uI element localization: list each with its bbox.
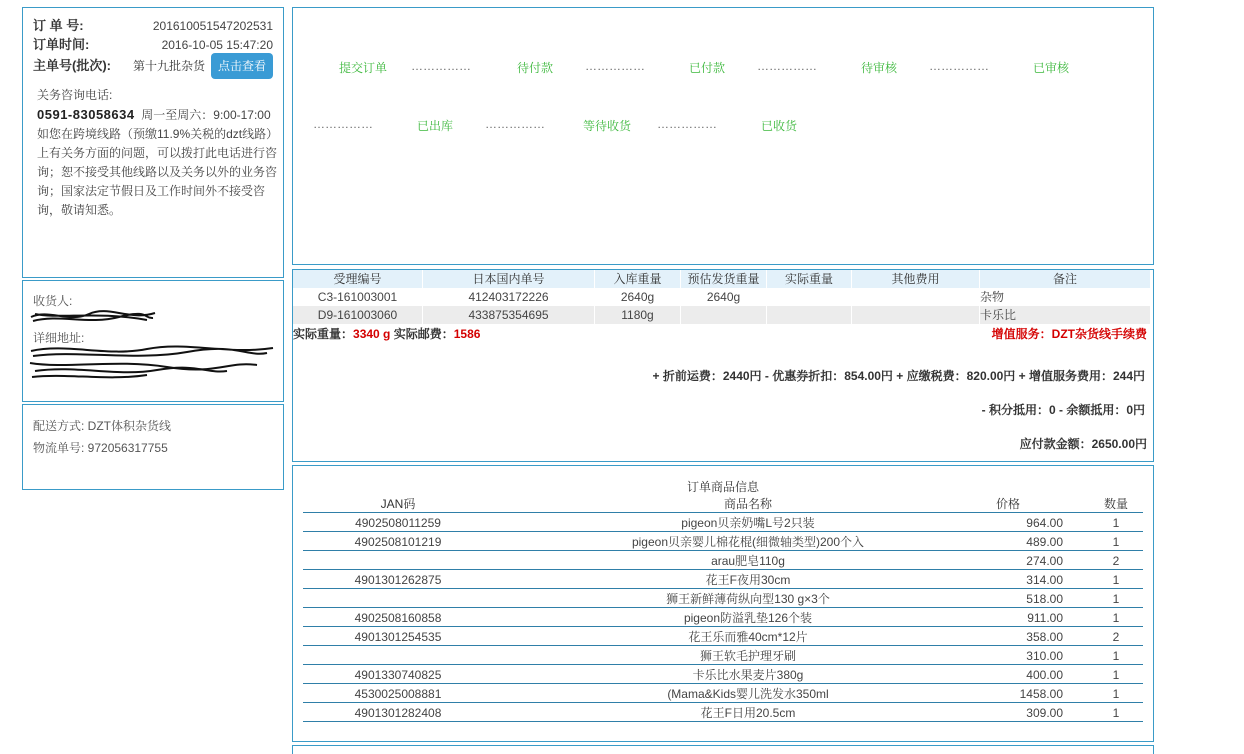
cell-jp-tracking: 412403172226 (423, 288, 595, 306)
cell-other-fees (852, 306, 980, 324)
col-qty: 数量 (1103, 497, 1128, 511)
cell-jan: 4902508011259 (355, 516, 441, 530)
cell-qty: 2 (1112, 630, 1120, 644)
status-step-pending-review: 待审核 (861, 61, 898, 75)
cell-product-name: 狮王软毛护理牙刷 (699, 649, 796, 663)
col-remark: 备注 (980, 270, 1151, 288)
bottom-panel (292, 745, 1154, 754)
col-price: 价格 (995, 497, 1020, 511)
cell-price: 911.00 (1027, 611, 1063, 625)
cell-qty: 1 (1112, 516, 1120, 530)
cell-product-name: pigeon贝亲婴儿棉花棍(细微轴类型)200个入 (631, 535, 865, 549)
receiver-name-label: 收货人: (33, 294, 73, 308)
goods-table-header (303, 494, 1143, 513)
col-other-fees: 其他费用 (852, 270, 980, 288)
cell-qty: 1 (1112, 611, 1120, 625)
cell-price: 400.00 (1026, 668, 1063, 682)
consult-title: 关务咨询电话: (37, 88, 113, 102)
status-step-pending-payment: 待付款 (517, 61, 554, 75)
cell-jan: 4902508101219 (354, 535, 442, 549)
goods-row (303, 570, 1143, 589)
package-panel (292, 269, 1154, 462)
cell-remark: 卡乐比 (980, 306, 1151, 324)
col-in-weight: 入库重量 (595, 270, 681, 288)
goods-row (303, 551, 1143, 570)
cell-product-name: 花王F日用20.5cm (700, 706, 796, 720)
cell-accept-no: D9-161003060 (293, 306, 423, 324)
cell-other-fees (852, 288, 980, 306)
col-accept-no: 受理编号 (293, 270, 423, 288)
payable-total: 应付款金额：2650.00円 (1019, 437, 1147, 451)
goods-title: 订单商品信息 (686, 480, 759, 494)
goods-panel (292, 465, 1154, 742)
cell-product-name: arau肥皂110g (711, 554, 785, 568)
actual-postage-label: 实际邮费： (393, 327, 454, 341)
shipping-panel (22, 404, 284, 490)
col-product-name: 商品名称 (723, 497, 772, 511)
cell-in-weight: 1180g (595, 306, 681, 324)
cell-product-name: pigeon防溢乳垫126个装 (683, 611, 813, 625)
status-connector: …………… (757, 59, 817, 73)
package-row (293, 306, 1151, 324)
goods-row (303, 532, 1143, 551)
cell-est-weight: 2640g (681, 288, 767, 306)
cell-jp-tracking: 433875354695 (423, 306, 595, 324)
status-connector: …………… (929, 59, 989, 73)
cell-product-name: 狮王新鲜薄荷纵向型130 g×3个 (666, 592, 830, 606)
cell-jan: 4901301254535 (354, 630, 442, 644)
cell-price: 489.00 (1026, 535, 1063, 549)
batch-row (33, 57, 273, 75)
cell-jan (303, 646, 493, 664)
cell-jan: 4530025008881 (354, 687, 442, 701)
order-number-label: 订 单 号: (33, 18, 84, 33)
package-row (293, 288, 1151, 306)
cell-price: 314.00 (1026, 573, 1063, 587)
status-connector: …………… (585, 59, 645, 73)
cell-product-name: 花王F夜用30cm (705, 573, 791, 587)
order-number-value: 201610051547202531 (152, 19, 273, 33)
deduction-line: - 积分抵用：0 - 余额抵用：0円 (981, 403, 1145, 417)
cell-in-weight: 2640g (595, 288, 681, 306)
goods-row (303, 665, 1143, 684)
consult-phone: 0591-83058634 (37, 107, 135, 122)
cell-jan: 4901301262875 (354, 573, 442, 587)
goods-row (303, 513, 1143, 532)
batch-value: 第十九批杂货 (133, 59, 206, 73)
cell-qty: 1 (1112, 592, 1120, 606)
order-number-row (33, 17, 273, 35)
cell-remark: 杂物 (980, 288, 1151, 306)
cell-product-name: pigeon贝亲奶嘴L号2只装 (681, 516, 815, 530)
cell-est-weight (681, 306, 767, 324)
order-time-value: 2016-10-05 15:47:20 (161, 38, 273, 52)
goods-row (303, 608, 1143, 627)
redacted-name-scribble (29, 305, 159, 327)
cell-price: 274.00 (1026, 554, 1063, 568)
cell-jan (303, 589, 493, 607)
status-step-awaiting-receipt: 等待收货 (583, 119, 632, 133)
cell-product-name: 卡乐比水果麦片380g (692, 668, 804, 682)
receiver-panel (22, 280, 284, 402)
status-step-received: 已收货 (761, 119, 798, 133)
cell-jan (303, 551, 493, 569)
cell-price: 964.00 (1026, 516, 1063, 530)
redacted-address-scribble (27, 341, 277, 383)
cell-actual-weight (767, 306, 852, 324)
cell-qty: 1 (1112, 668, 1120, 682)
customs-consult-block (37, 86, 277, 220)
col-jp-tracking: 日本国内单号 (423, 270, 595, 288)
cell-price: 310.00 (1026, 649, 1063, 663)
cell-jan: 4901330740825 (354, 668, 442, 682)
shipping-method: 配送方式: DZT体积杂货线 (33, 419, 171, 433)
cell-price: 518.00 (1026, 592, 1063, 606)
cell-actual-weight (767, 288, 852, 306)
order-status-panel (292, 7, 1154, 265)
cell-qty: 1 (1112, 649, 1120, 663)
cell-qty: 1 (1112, 687, 1120, 701)
actual-postage-value: 1586 (453, 327, 481, 341)
fee-formula: + 折前运费：2440円 - 优惠券折扣：854.00円 + 应缴税费：820.00円 + 增值服务费用：244円 (652, 369, 1145, 383)
actual-weight-label: 实际重量： (293, 327, 354, 341)
cell-qty: 1 (1112, 573, 1120, 587)
actual-summary (293, 325, 480, 342)
consult-hours: 周一至周六：9:00-17:00 (141, 108, 271, 122)
tracking-number: 物流单号: 972056317755 (33, 441, 168, 455)
consult-notice: 如您在跨境线路（预缴11.9%关税的dzt线路）上有关务方面的问题，可以拨打此电话进行咨询；恕不接受其他线路以及关务以外的业务咨询；国家法定节假日及工作时间外不接受咨询，敬请知悉。 (37, 127, 278, 217)
cell-product-name: (Mama&Kids婴儿洗发水350ml (667, 687, 829, 701)
cell-jan: 4902508160858 (354, 611, 442, 625)
order-time-row (33, 36, 273, 54)
status-connector: …………… (313, 117, 373, 131)
goods-row (303, 589, 1143, 608)
view-batch-button[interactable]: 点击查看 (211, 53, 273, 79)
status-connector: …………… (485, 117, 545, 131)
status-step-paid: 已付款 (689, 61, 726, 75)
order-time-label: 订单时间: (33, 37, 90, 52)
cell-qty: 2 (1112, 554, 1120, 568)
col-est-weight: 预估发货重量 (681, 270, 767, 288)
status-step-reviewed: 已审核 (1033, 61, 1070, 75)
goods-row (303, 627, 1143, 646)
cell-price: 358.00 (1026, 630, 1063, 644)
status-connector: …………… (411, 59, 471, 73)
goods-row (303, 646, 1143, 665)
order-info-panel (22, 7, 284, 278)
cell-price: 1458.00 (1019, 687, 1063, 701)
status-step-submit: 提交订单 (339, 61, 388, 75)
value-added-service: 增值服务：DZT杂货线手续费 (991, 327, 1147, 341)
cell-qty: 1 (1112, 706, 1120, 720)
cell-jan: 4901301282408 (354, 706, 442, 720)
batch-label: 主单号(批次): (33, 58, 111, 73)
status-connector: …………… (657, 117, 717, 131)
goods-row (303, 703, 1143, 722)
cell-qty: 1 (1112, 535, 1120, 549)
goods-row (303, 684, 1143, 703)
package-table-header (293, 270, 1151, 288)
status-step-shipped-out: 已出库 (417, 119, 454, 133)
cell-product-name: 花王乐而雅40cm*12片 (688, 630, 808, 644)
col-actual-weight: 实际重量 (767, 270, 852, 288)
col-jan: JAN码 (380, 497, 416, 511)
cell-price: 309.00 (1026, 706, 1063, 720)
cell-accept-no: C3-161003001 (293, 288, 423, 306)
receiver-address-label: 详细地址: (33, 331, 85, 345)
actual-weight-value: 3340 g (353, 327, 391, 341)
